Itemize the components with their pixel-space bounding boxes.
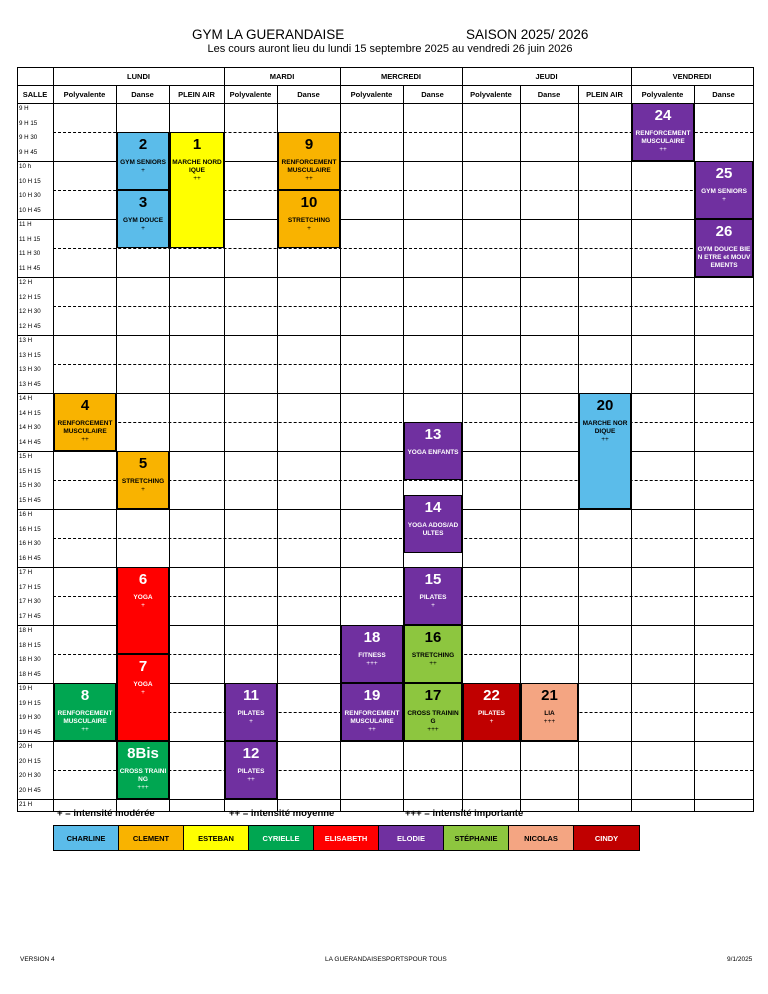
course-number: 17 — [424, 687, 442, 704]
instructor-legend-item: NICOLAS — [509, 826, 574, 850]
time-slot-label: 20 H 15 — [19, 757, 41, 765]
schedule-table — [17, 67, 753, 811]
instructor-legend-item: CYRIELLE — [249, 826, 314, 850]
course-name: GYM SENIORS — [120, 159, 166, 166]
course-name: PILATES — [237, 710, 265, 717]
intensity-legend-low: + = intensité modérée — [57, 808, 155, 819]
course-intensity: + — [249, 718, 253, 725]
time-slot-label: 9 H — [19, 105, 29, 112]
course-block[interactable] — [225, 683, 277, 741]
instructor-legend-item: ELODIE — [379, 826, 444, 850]
time-slot-label: 16 H 45 — [19, 554, 41, 562]
time-slot-label: 18 H 30 — [19, 656, 41, 663]
salle-header: SALLE — [22, 89, 48, 99]
course-name: GYM DOUCE BIEN ETRE et MOUVEMENTS — [697, 246, 751, 269]
time-slot-label: 19 H 45 — [19, 728, 41, 736]
room-header: Polyvalente — [350, 89, 393, 99]
course-block[interactable] — [404, 422, 462, 480]
course-intensity: + — [141, 225, 145, 232]
instructor-legend — [53, 825, 640, 851]
course-intensity: + — [489, 718, 494, 725]
page-title: GYM LA GUERANDAISE — [192, 27, 345, 42]
course-number: 8Bis — [127, 745, 159, 762]
course-intensity: +++ — [137, 784, 149, 791]
course-block[interactable] — [463, 683, 520, 741]
day-header: LUNDI — [127, 71, 150, 81]
course-number: 14 — [424, 498, 442, 516]
time-col-divider — [17, 219, 53, 220]
time-slot-label: 9 H 15 — [19, 119, 38, 127]
table-border — [17, 799, 753, 800]
course-block[interactable] — [117, 654, 169, 741]
time-slot-label: 14 H 30 — [19, 424, 41, 431]
course-block[interactable] — [632, 103, 694, 161]
time-slot-label: 9 H 45 — [19, 148, 38, 156]
column-divider — [631, 67, 632, 811]
time-slot-label: 16 H 30 — [19, 540, 41, 547]
day-header: MERCREDI — [380, 71, 421, 81]
course-name: RENFORCEMENT MUSCULAIRE — [57, 420, 113, 435]
course-block[interactable] — [117, 190, 169, 248]
day-header: VENDREDI — [672, 71, 712, 81]
time-slot-label: 15 H 30 — [19, 482, 41, 489]
intensity-legend-medium: ++ = intensité moyenne — [229, 808, 335, 819]
course-block[interactable] — [278, 132, 340, 190]
course-name: RENFORCEMENT MUSCULAIRE — [635, 130, 691, 145]
course-number: 19 — [363, 687, 381, 704]
time-col-divider — [17, 393, 53, 394]
course-name: PILATES — [419, 594, 447, 601]
time-col-divider — [17, 451, 53, 452]
course-number: 15 — [424, 571, 442, 588]
course-name: RENFORCEMENT MUSCULAIRE — [344, 710, 400, 725]
course-name: YOGA ENFANTS — [407, 449, 459, 456]
course-name: STRETCHING — [287, 217, 331, 224]
time-slot-label: 15 H — [19, 453, 33, 460]
course-intensity: + — [141, 689, 145, 696]
course-intensity: + — [141, 602, 145, 609]
time-slot-label: 14 H — [19, 395, 33, 402]
course-number: 7 — [138, 658, 148, 675]
room-header: Polyvalente — [641, 89, 684, 99]
course-name: PILATES — [237, 768, 265, 775]
course-intensity: ++ — [247, 776, 255, 783]
time-slot-label: 15 H 45 — [19, 496, 41, 504]
time-slot-label: 11 H — [19, 221, 32, 228]
time-slot-label: 20 H 45 — [19, 786, 41, 794]
course-name: RENFORCEMENT MUSCULAIRE — [57, 710, 113, 725]
intensity-legend-high: +++ = intensité importante — [405, 808, 524, 819]
course-name: STRETCHING — [121, 478, 165, 485]
time-slot-label: 17 H — [19, 569, 33, 576]
course-name: MARCHE NORDIQUE — [582, 420, 628, 435]
course-intensity: + — [141, 167, 145, 174]
course-number: 10 — [300, 194, 318, 211]
course-block[interactable] — [404, 683, 462, 741]
time-col-divider — [17, 335, 53, 336]
course-number: 16 — [424, 629, 442, 646]
day-header: MARDI — [269, 71, 295, 81]
course-block[interactable] — [117, 451, 169, 509]
instructor-legend-item: ESTEBAN — [184, 826, 249, 850]
course-block[interactable] — [404, 495, 462, 553]
course-name: MARCHE NORDIQUE — [172, 159, 222, 174]
time-slot-label: 11 H 15 — [19, 235, 41, 243]
course-block[interactable] — [579, 393, 631, 509]
course-name: YOGA ADOS/ADULTES — [407, 521, 459, 537]
time-col-divider — [17, 741, 53, 742]
time-slot-label: 16 H 15 — [19, 525, 41, 533]
course-name: STRETCHING — [411, 652, 455, 659]
course-number: 26 — [715, 223, 733, 240]
column-divider — [753, 67, 754, 793]
instructor-legend-item: CINDY — [574, 826, 639, 850]
page-subtitle: Les cours auront lieu du lundi 15 septembre 2025 au vendredi 26 juin 2026 — [207, 43, 573, 55]
course-intensity: ++ — [81, 726, 89, 733]
course-block[interactable] — [695, 219, 753, 277]
time-slot-label: 10 h — [19, 163, 32, 170]
course-intensity: +++ — [366, 660, 378, 667]
room-header: Danse — [297, 89, 320, 99]
time-col-divider — [17, 567, 53, 568]
course-intensity: +++ — [427, 726, 439, 733]
course-number: 12 — [242, 745, 260, 762]
time-slot-label: 13 H 30 — [19, 366, 41, 373]
course-block[interactable] — [225, 741, 277, 799]
course-intensity: ++ — [305, 175, 313, 182]
time-slot-label: 17 H 45 — [19, 612, 41, 620]
course-intensity: + — [307, 225, 311, 232]
course-intensity: ++ — [368, 726, 376, 733]
time-slot-label: 16 H — [19, 511, 33, 518]
course-block[interactable] — [170, 132, 224, 248]
time-slot-label: 12 H 30 — [19, 308, 41, 315]
course-block[interactable] — [278, 190, 340, 248]
course-block[interactable] — [695, 161, 753, 219]
time-slot-label: 21 H — [19, 801, 33, 808]
room-header: Polyvalente — [229, 89, 272, 99]
course-number: 4 — [80, 397, 90, 414]
course-name: GYM SENIORS — [701, 188, 747, 195]
course-block[interactable] — [117, 132, 169, 190]
course-number: 13 — [424, 426, 442, 443]
course-intensity: ++ — [429, 660, 437, 667]
time-slot-label: 10 H 30 — [19, 192, 41, 199]
course-number: 20 — [596, 397, 614, 414]
course-intensity: + — [431, 602, 435, 609]
instructor-legend-item: CHARLINE — [54, 826, 119, 850]
course-number: 22 — [483, 687, 500, 704]
time-slot-label: 12 H 15 — [19, 293, 41, 301]
room-header: Danse — [131, 89, 154, 99]
course-name: CROSS TRAINING — [407, 710, 459, 725]
footer-organization: LA GUERANDAISESPORTSPOUR TOUS — [325, 956, 447, 963]
course-name: LIA — [544, 710, 555, 717]
time-col-divider — [17, 103, 53, 104]
time-slot-label: 11 H 30 — [19, 250, 41, 257]
course-block[interactable] — [117, 741, 169, 799]
course-number: 6 — [138, 571, 148, 588]
course-intensity: ++ — [193, 175, 201, 182]
time-slot-label: 20 H 30 — [19, 772, 41, 779]
course-number: 5 — [138, 455, 148, 472]
course-number: 24 — [654, 107, 672, 124]
time-col-divider — [17, 277, 53, 278]
time-slot-label: 19 H 15 — [19, 699, 41, 707]
room-header: Danse — [421, 89, 444, 99]
time-slot-label: 13 H 15 — [19, 351, 41, 359]
course-block[interactable] — [341, 683, 403, 741]
course-name: YOGA — [133, 594, 153, 601]
instructor-legend-item: ELISABETH — [314, 826, 379, 850]
course-block[interactable] — [404, 567, 462, 625]
course-number: 25 — [715, 165, 733, 182]
course-number: 11 — [243, 687, 259, 704]
time-col-divider — [17, 161, 53, 162]
course-block[interactable] — [521, 683, 578, 741]
time-slot-label: 12 H 45 — [19, 322, 41, 330]
course-block[interactable] — [341, 625, 403, 683]
course-number: 3 — [138, 194, 148, 211]
time-slot-label: 13 H 45 — [19, 380, 41, 388]
time-slot-label: 14 H 45 — [19, 438, 41, 446]
time-slot-label: 13 H — [19, 337, 33, 344]
course-intensity: ++ — [659, 146, 667, 153]
instructor-legend-item: CLEMENT — [119, 826, 184, 850]
time-slot-label: 18 H — [19, 627, 33, 634]
course-intensity: + — [141, 486, 145, 493]
room-header: Polyvalente — [63, 89, 106, 99]
room-header: Danse — [712, 89, 735, 99]
day-header: JEUDI — [535, 71, 558, 81]
time-col-divider — [17, 625, 53, 626]
course-intensity: +++ — [543, 718, 556, 725]
course-name: GYM DOUCE — [122, 217, 164, 224]
course-number: 2 — [138, 136, 148, 153]
course-number: 18 — [363, 629, 381, 646]
footer-date: 9/1/2025 — [727, 956, 753, 963]
table-border — [17, 67, 18, 811]
time-slot-label: 20 H — [19, 743, 33, 750]
time-slot-label: 10 H 45 — [19, 206, 41, 214]
course-number: 8 — [80, 687, 90, 704]
course-intensity: ++ — [81, 436, 89, 443]
instructor-legend-item: STÉPHANIE — [444, 826, 509, 850]
course-number: 21 — [541, 687, 558, 704]
course-name: FITNESS — [358, 652, 386, 659]
course-intensity: + — [722, 196, 726, 203]
time-col-divider — [17, 509, 53, 510]
time-slot-label: 17 H 15 — [19, 583, 41, 591]
course-block[interactable] — [54, 393, 116, 451]
course-name: YOGA — [133, 681, 153, 688]
time-slot-label: 18 H 45 — [19, 670, 41, 678]
room-header: PLEIN AIR — [178, 89, 215, 99]
room-header: Danse — [537, 89, 561, 99]
course-number: 1 — [192, 136, 202, 153]
course-intensity: ++ — [601, 436, 609, 443]
time-slot-label: 14 H 15 — [19, 409, 41, 417]
course-name: PILATES — [478, 710, 505, 717]
course-name: RENFORCEMENT MUSCULAIRE — [281, 159, 337, 174]
time-slot-label: 11 H 45 — [19, 264, 41, 272]
time-slot-label: 19 H 30 — [19, 714, 41, 721]
room-header: PLEIN AIR — [586, 89, 623, 99]
footer-version: VERSION 4 — [20, 956, 55, 963]
time-slot-label: 19 H — [19, 685, 33, 692]
time-slot-label: 9 H 30 — [19, 134, 38, 141]
course-block[interactable] — [54, 683, 116, 741]
course-name: CROSS TRAINING — [119, 768, 167, 783]
room-header: Polyvalente — [470, 89, 512, 99]
time-slot-label: 10 H 15 — [19, 177, 41, 185]
season-label: SAISON 2025/ 2026 — [466, 27, 589, 42]
course-number: 9 — [304, 136, 314, 153]
time-col-divider — [17, 683, 53, 684]
time-slot-label: 12 H — [19, 279, 33, 286]
time-slot-label: 18 H 15 — [19, 641, 41, 649]
time-slot-label: 15 H 15 — [19, 467, 41, 475]
course-block[interactable] — [404, 625, 462, 683]
time-slot-label: 17 H 30 — [19, 598, 41, 605]
course-block[interactable] — [117, 567, 169, 654]
